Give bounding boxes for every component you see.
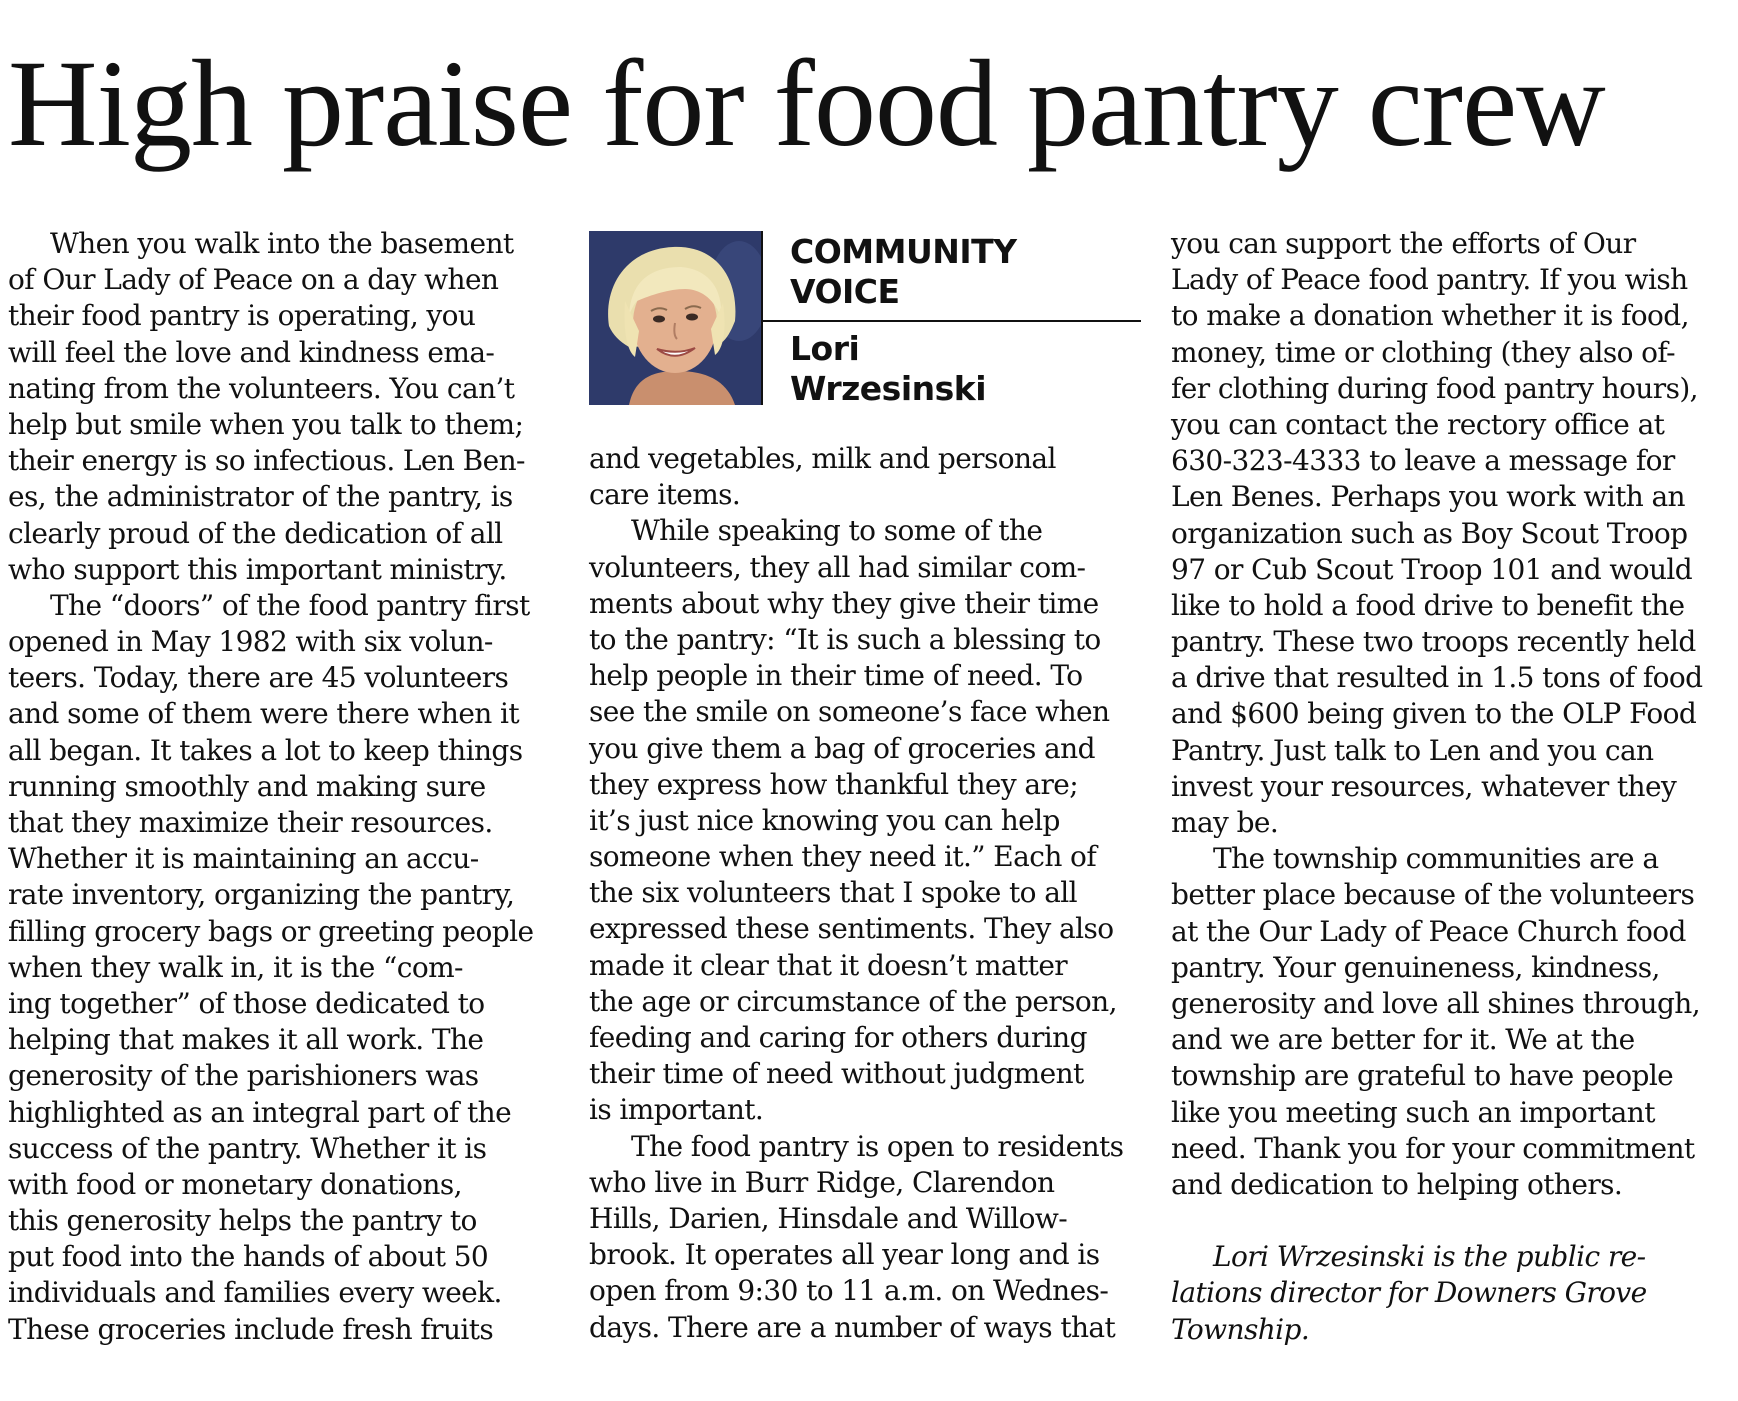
text-line: is important. bbox=[589, 1093, 764, 1127]
text-line: and vegetables, milk and personal bbox=[589, 442, 1056, 475]
text-line: feeding and caring for others during bbox=[589, 1021, 1087, 1054]
text-line: their energy is so infectious. Len Ben- bbox=[8, 444, 525, 478]
text-line: teers. Today, there are 45 volunteers bbox=[8, 661, 509, 695]
text-line: their food pantry is operating, you bbox=[8, 299, 476, 333]
author-first-name: Lori bbox=[790, 329, 860, 368]
text-line: and dedication to helping others. bbox=[1171, 1167, 1623, 1201]
author-last-name: Wrzesinski bbox=[790, 369, 987, 408]
text-line: help people in their time of need. To bbox=[589, 659, 1083, 693]
text-line: individuals and families every week. bbox=[8, 1276, 502, 1310]
text-line: their time of need without judgment bbox=[589, 1057, 1084, 1091]
author-bio-line: Township. bbox=[1171, 1312, 1310, 1346]
text-line: While speaking to some of the bbox=[631, 514, 1043, 548]
column-label-card bbox=[589, 231, 1141, 406]
text-line: nating from the volunteers. You can’t bbox=[8, 371, 515, 405]
text-line: When you walk into the basement bbox=[50, 227, 514, 260]
column-label-line-2: VOICE bbox=[790, 272, 900, 311]
text-line: who support this important ministry. bbox=[8, 552, 507, 586]
text-line: they express how thankful they are; bbox=[589, 767, 1079, 801]
label-rule-vertical bbox=[761, 231, 763, 405]
text-line: success of the pantry. Whether it is bbox=[8, 1131, 487, 1165]
text-line: you give them a bag of groceries and bbox=[589, 731, 1095, 765]
text-line: generosity and love all shines through, bbox=[1171, 986, 1701, 1020]
text-line: and $600 being given to the OLP Food bbox=[1171, 697, 1697, 731]
text-line: may be. bbox=[1171, 806, 1279, 839]
text-line: the six volunteers that I spoke to all bbox=[589, 876, 1078, 910]
text-line: someone when they need it.” Each of bbox=[589, 840, 1097, 874]
text-line: ments about why they give their time bbox=[589, 586, 1099, 620]
text-line: Pantry. Just talk to Len and you can bbox=[1171, 733, 1654, 767]
text-line: pantry. These two troops recently held bbox=[1171, 625, 1696, 659]
text-line: filling grocery bags or greeting people bbox=[8, 914, 534, 948]
text-line: when they walk in, it is the “com- bbox=[8, 950, 463, 984]
text-line: township are grateful to have people bbox=[1171, 1059, 1674, 1093]
text-line: help but smile when you talk to them; bbox=[8, 407, 524, 441]
text-line: this generosity helps the pantry to bbox=[8, 1204, 477, 1238]
text-line: clearly proud of the dedication of all bbox=[8, 516, 503, 550]
text-line: generosity of the parishioners was bbox=[8, 1059, 479, 1093]
text-line: all began. It takes a lot to keep things bbox=[8, 733, 523, 767]
text-line: made it clear that it doesn’t matter bbox=[589, 948, 1068, 982]
text-line: open from 9:30 to 11 a.m. on Wednes- bbox=[589, 1274, 1109, 1308]
text-line: Hills, Darien, Hinsdale and Willow- bbox=[589, 1201, 1068, 1235]
text-line: 97 or Cub Scout Troop 101 and would bbox=[1171, 552, 1693, 586]
text-line: The food pantry is open to residents bbox=[631, 1129, 1124, 1163]
text-line: to make a donation whether it is food, bbox=[1171, 299, 1689, 333]
text-line: These groceries include fresh fruits bbox=[8, 1312, 494, 1346]
text-line: es, the administrator of the pantry, is bbox=[8, 480, 513, 514]
article-column-2 bbox=[589, 441, 1123, 1346]
text-line: The township communities are a bbox=[1213, 842, 1659, 876]
text-line: you can contact the rectory office at bbox=[1171, 407, 1665, 441]
text-line: money, time or clothing (they also of- bbox=[1171, 335, 1676, 369]
text-line: volunteers, they all had similar com- bbox=[589, 550, 1086, 584]
text-line: organization such as Boy Scout Troop bbox=[1171, 516, 1688, 550]
author-bio-line: lations director for Downers Grove bbox=[1171, 1276, 1647, 1310]
text-line: with food or monetary donations, bbox=[8, 1167, 462, 1201]
text-line: brook. It operates all year long and is bbox=[589, 1238, 1100, 1272]
text-line: better place because of the volunteers bbox=[1171, 878, 1695, 912]
text-line: care items. bbox=[589, 478, 741, 512]
text-line: the age or circumstance of the person, bbox=[589, 984, 1117, 1018]
text-line: to the pantry: “It is such a blessing to bbox=[589, 622, 1101, 656]
text-line: and some of them were there when it bbox=[8, 697, 520, 731]
text-line: Whether it is maintaining an accu- bbox=[8, 842, 479, 876]
label-rule-horizontal bbox=[761, 320, 1141, 322]
text-line: that they maximize their resources. bbox=[8, 806, 493, 839]
text-line: ing together” of those dedicated to bbox=[8, 986, 485, 1020]
text-line: put food into the hands of about 50 bbox=[8, 1240, 489, 1274]
text-line: at the Our Lady of Peace Church food bbox=[1171, 914, 1686, 948]
column-label bbox=[790, 232, 1017, 312]
column-label-line-1: COMMUNITY bbox=[790, 232, 1017, 271]
text-line: like to hold a food drive to benefit the bbox=[1171, 588, 1685, 622]
text-line: fer clothing during food pantry hours), bbox=[1171, 371, 1698, 405]
text-line: like you meeting such an important bbox=[1171, 1095, 1655, 1129]
text-line: The “doors” of the food pantry first bbox=[50, 588, 530, 622]
author-photo bbox=[589, 231, 761, 405]
text-line: pantry. Your genuineness, kindness, bbox=[1171, 950, 1660, 984]
spacer bbox=[1171, 1203, 1703, 1239]
headline: High praise for food pantry crew bbox=[8, 35, 1605, 172]
text-line: helping that makes it all work. The bbox=[8, 1023, 484, 1057]
text-line: Len Benes. Perhaps you work with an bbox=[1171, 480, 1685, 514]
article-column-1 bbox=[8, 226, 533, 1348]
text-line: invest your resources, whatever they bbox=[1171, 769, 1677, 803]
text-line: highlighted as an integral part of the bbox=[8, 1095, 512, 1129]
text-line: running smoothly and making sure bbox=[8, 769, 486, 803]
text-line: you can support the efforts of Our bbox=[1171, 227, 1636, 260]
author-bio-line: Lori Wrzesinski is the public re- bbox=[1213, 1240, 1646, 1274]
text-line: need. Thank you for your commitment bbox=[1171, 1131, 1695, 1165]
text-line: and we are better for it. We at the bbox=[1171, 1023, 1635, 1057]
text-line: it’s just nice knowing you can help bbox=[589, 803, 1060, 837]
text-line: who live in Burr Ridge, Clarendon bbox=[589, 1165, 1055, 1199]
text-line: will feel the love and kindness ema- bbox=[8, 335, 495, 369]
text-line: a drive that resulted in 1.5 tons of food bbox=[1171, 661, 1703, 695]
text-line: opened in May 1982 with six volun- bbox=[8, 625, 493, 659]
text-line: see the smile on someone’s face when bbox=[589, 695, 1110, 729]
text-line: Lady of Peace food pantry. If you wish bbox=[1171, 263, 1688, 297]
text-line: of Our Lady of Peace on a day when bbox=[8, 263, 499, 297]
author-byline bbox=[790, 329, 986, 409]
article-column-3 bbox=[1171, 226, 1703, 1348]
text-line: days. There are a number of ways that bbox=[589, 1310, 1116, 1344]
text-line: 630-323-4333 to leave a message for bbox=[1171, 444, 1675, 478]
text-line: expressed these sentiments. They also bbox=[589, 912, 1114, 946]
text-line: rate inventory, organizing the pantry, bbox=[8, 878, 515, 912]
